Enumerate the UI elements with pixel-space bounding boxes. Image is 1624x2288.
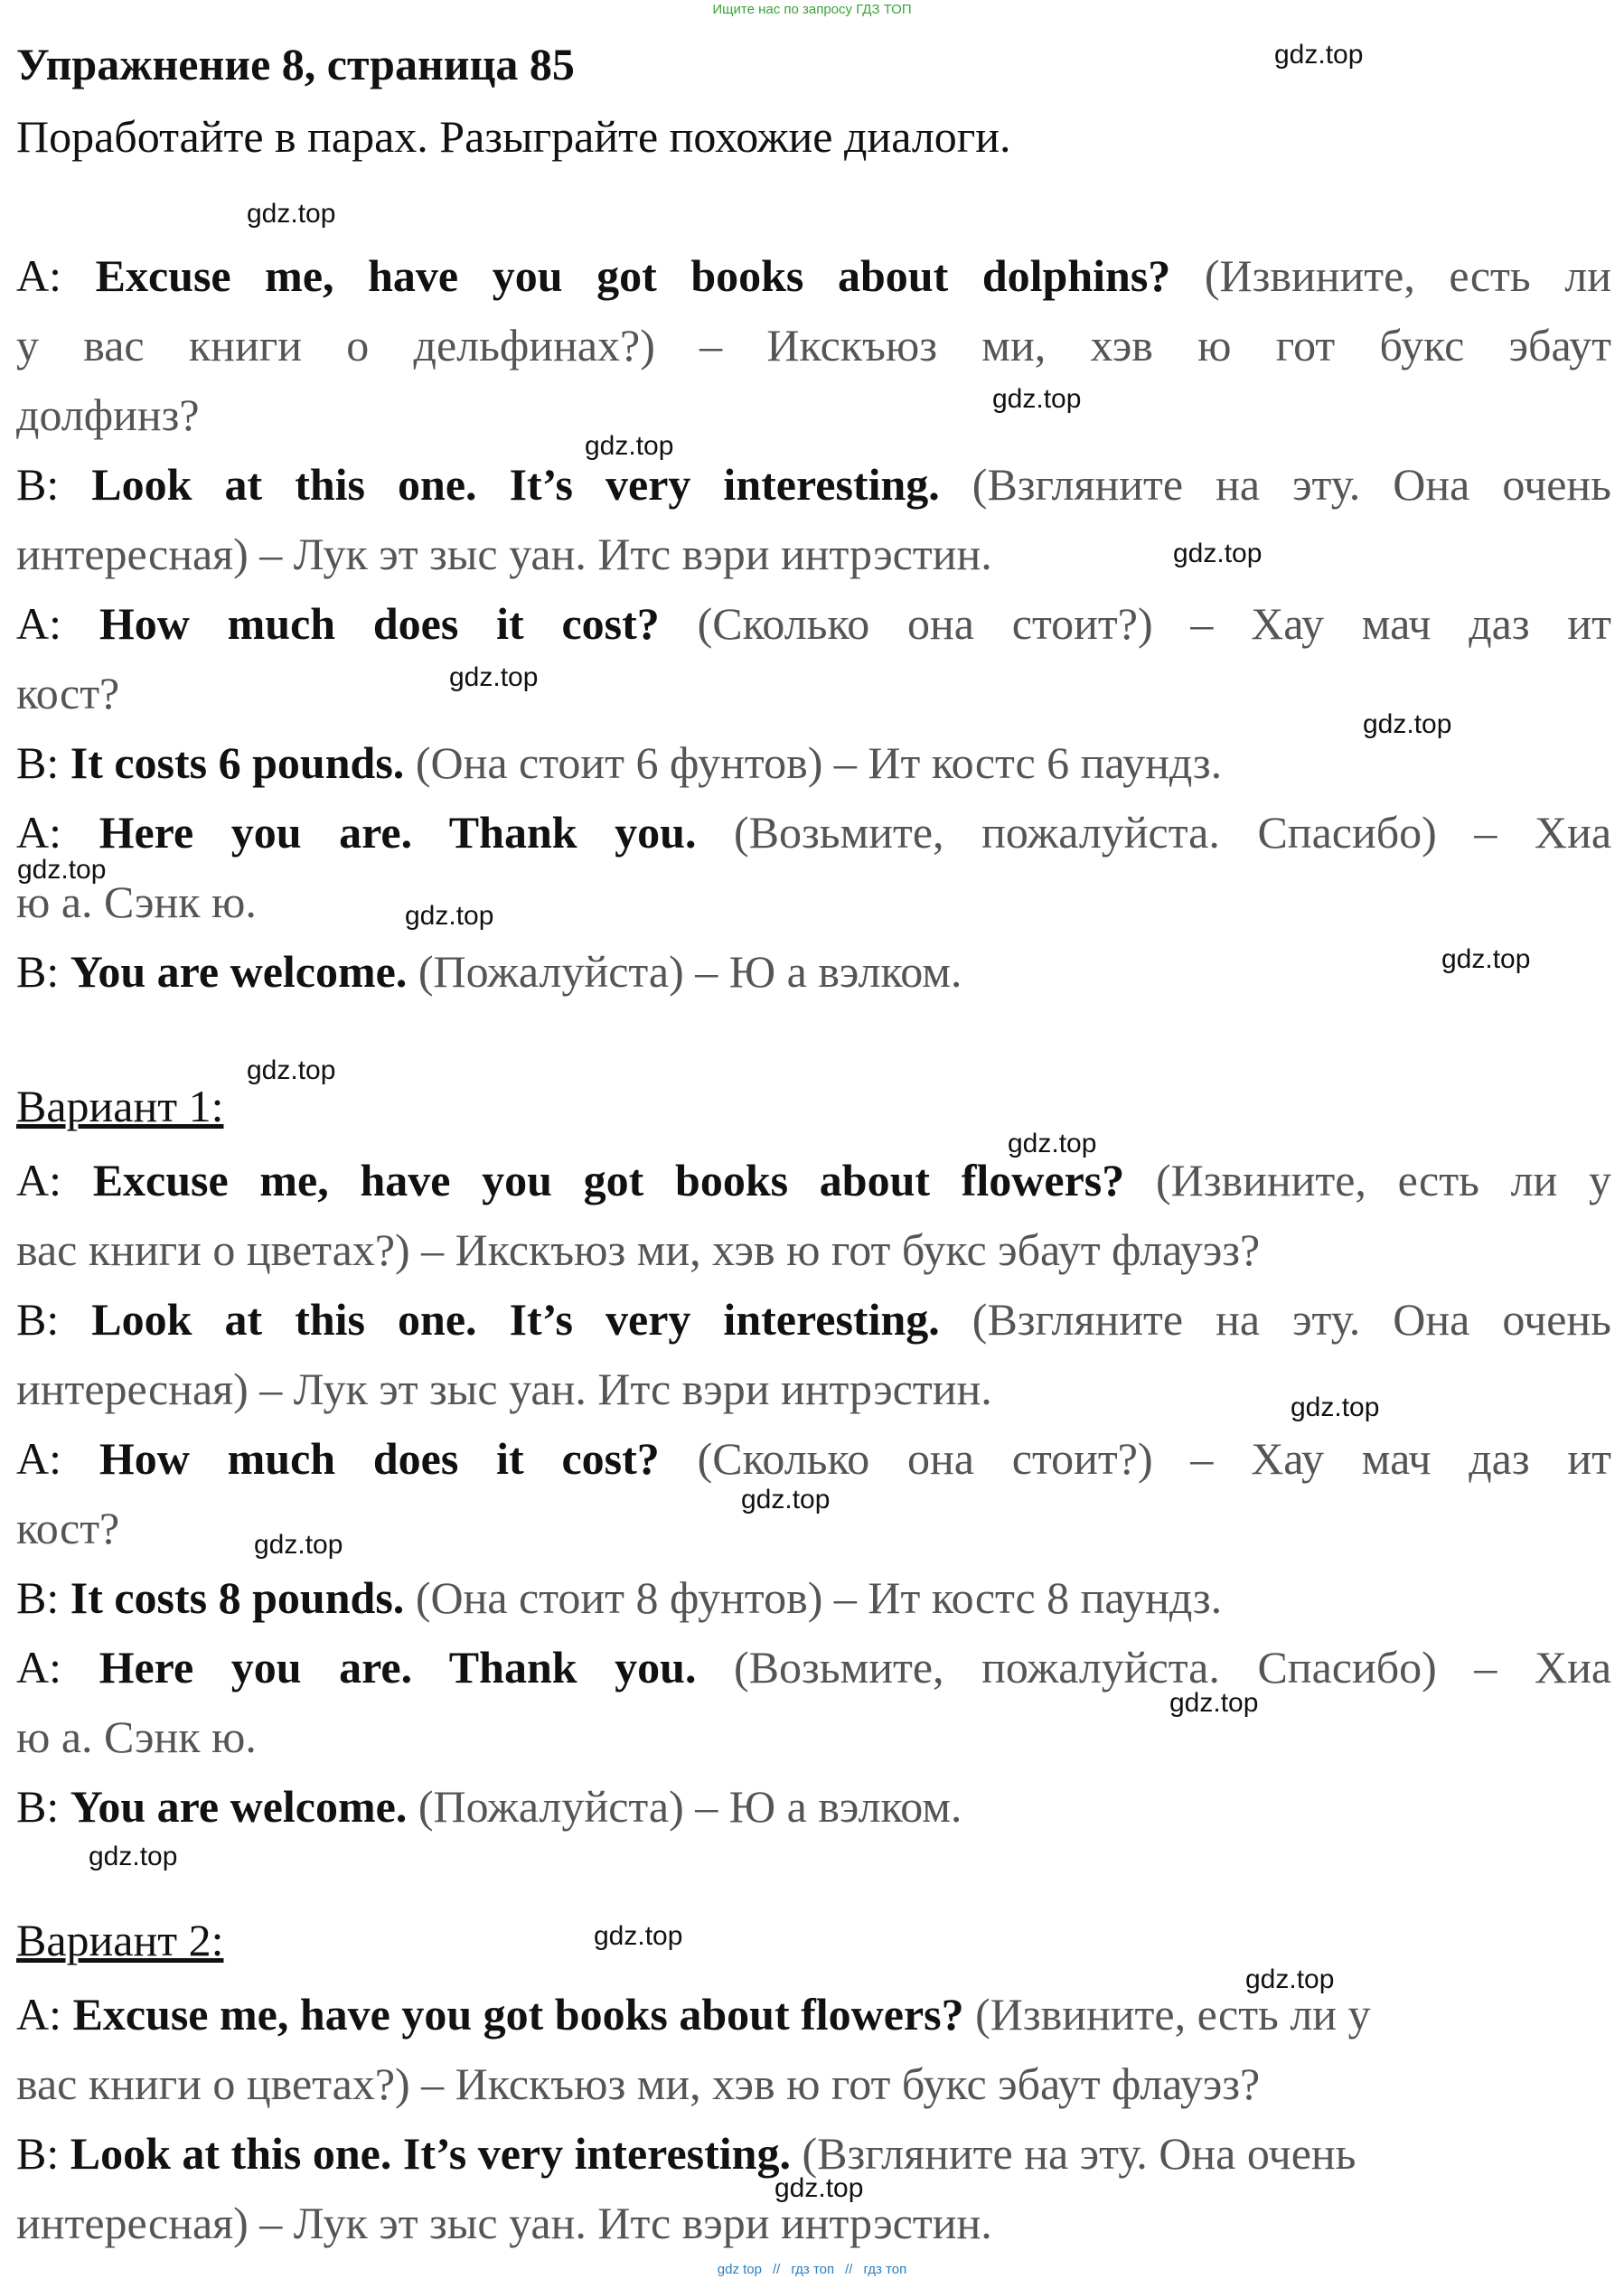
watermark: gdz.top [1274, 40, 1364, 70]
dialog-line: B: It costs 6 pounds. (Она стоит 6 фунтов) – Ит костс 6 паундз. [16, 737, 1223, 788]
footer-link[interactable]: гдз топ [863, 2262, 907, 2277]
dialog-line: интересная) – Лук эт зыс уан. Итс вэри интрэстин. [16, 1364, 992, 1414]
dialog-line: долфинз? [16, 389, 200, 440]
watermark: gdz.top [1008, 1129, 1097, 1158]
variant-2-heading: Вариант 2: [16, 1915, 224, 1965]
watermark: gdz.top [247, 1055, 336, 1085]
dialog-line: интересная) – Лук эт зыс уан. Итс вэри интрэстин. [16, 529, 992, 579]
watermark: gdz.top [1245, 1964, 1335, 1994]
page-title: Упражнение 8, страница 85 [16, 39, 575, 89]
footer-separator: // [845, 2262, 853, 2277]
dialog-line: A: How much does it cost? (Сколько она стоит?) – Хау мач даз ит [16, 598, 1611, 649]
dialog-line: B: You are welcome. (Пожалуйста) – Ю а вэлком. [16, 1781, 962, 1832]
footer-links [0, 2262, 1624, 2277]
variant-1-heading: Вариант 1: [16, 1081, 224, 1131]
instruction: Поработайте в парах. Разыграйте похожие диалоги. [16, 111, 1011, 162]
dialog-line: кост? [16, 1503, 120, 1553]
dialog-line: ю а. Сэнк ю. [16, 1711, 257, 1762]
watermark: gdz.top [405, 901, 494, 931]
watermark: gdz.top [585, 431, 674, 461]
watermark: gdz.top [89, 1842, 178, 1871]
dialog-line: A: Here you are. Thank you. (Возьмите, пожалуйста. Спасибо) – Хиа [16, 1642, 1611, 1693]
footer-link[interactable]: гдз топ [791, 2262, 835, 2277]
dialog-line: кост? [16, 668, 120, 718]
dialog-line: A: Excuse me, have you got books about flowers? (Извините, есть ли у [16, 1989, 1371, 2040]
watermark: gdz.top [992, 384, 1082, 414]
footer-separator: // [773, 2262, 781, 2277]
dialog-line: у вас книги о дельфинах?) – Икскъюз ми, хэв ю гот букс эбаут [16, 320, 1611, 370]
watermark: gdz.top [1173, 539, 1263, 568]
dialog-line: A: Excuse me, have you got books about flowers? (Извините, есть ли у [16, 1155, 1611, 1205]
dialog-line: A: Here you are. Thank you. (Возьмите, пожалуйста. Спасибо) – Хиа [16, 807, 1611, 858]
dialog-line: интересная) – Лук эт зыс уан. Итс вэри интрэстин. [16, 2198, 992, 2248]
dialog-line: B: It costs 8 pounds. (Она стоит 8 фунтов) – Ит костс 8 паундз. [16, 1572, 1223, 1623]
dialog-line: B: Look at this one. It’s very interesting. (Взгляните на эту. Она очень [16, 1294, 1611, 1345]
top-banner: Ищите нас по запросу ГДЗ ТОП [712, 2, 912, 17]
dialog-line: B: Look at this one. It’s very interesting. (Взгляните на эту. Она очень [16, 2128, 1356, 2179]
watermark: gdz.top [1169, 1688, 1259, 1718]
dialog-line: вас книги о цветах?) – Икскъюз ми, хэв ю гот букс эбаут флауэз? [16, 2058, 1261, 2109]
watermark: gdz.top [449, 662, 539, 692]
watermark: gdz.top [774, 2173, 864, 2203]
dialog-line: B: You are welcome. (Пожалуйста) – Ю а вэлком. [16, 946, 962, 997]
dialog-line: ю а. Сэнк ю. [16, 877, 257, 927]
watermark: gdz.top [17, 855, 107, 885]
watermark: gdz.top [1363, 709, 1452, 739]
watermark: gdz.top [247, 199, 336, 229]
watermark: gdz.top [594, 1921, 683, 1951]
dialog-line: A: Excuse me, have you got books about dolphins? (Извините, есть ли [16, 250, 1611, 301]
watermark: gdz.top [1291, 1392, 1380, 1422]
watermark: gdz.top [741, 1485, 831, 1514]
dialog-line: B: Look at this one. It’s very interesting. (Взгляните на эту. Она очень [16, 459, 1611, 510]
watermark: gdz.top [1441, 944, 1531, 974]
dialog-line: вас книги о цветах?) – Икскъюз ми, хэв ю гот букс эбаут флауэз? [16, 1224, 1261, 1275]
watermark: gdz.top [254, 1530, 343, 1560]
footer-link[interactable]: gdz top [717, 2262, 762, 2277]
dialog-line: A: How much does it cost? (Сколько она стоит?) – Хау мач даз ит [16, 1433, 1611, 1484]
